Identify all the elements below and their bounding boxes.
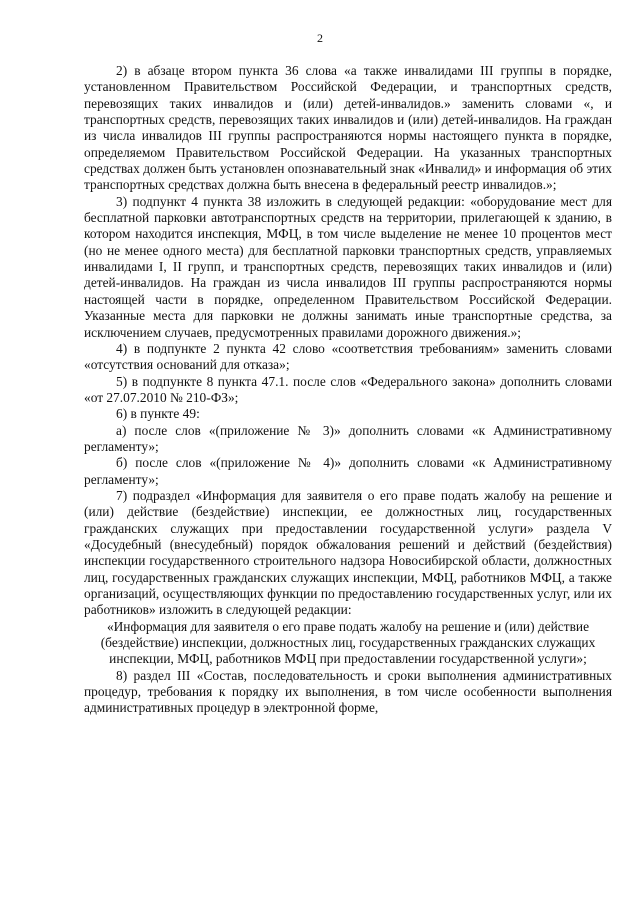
paragraph-item-4: 4) в подпункте 2 пункта 42 слово «соответствия требованиям» заменить словами «отсутствия оснований для отказа»; bbox=[84, 340, 612, 373]
paragraph-item-7: 7) подраздел «Информация для заявителя о его праве подать жалобу на решение и (или) действие (бездействие) инспекции, ее должностных лиц, государственных гражданских служащих при предоставлении государственной услуги» раздела V «Досудебный (внесудебный) порядок обжалования решений и действий (бездействия) инспекции государственного строительного надзора Новосибирской области, должностных лиц, государственных гражданских служащих инспекции, МФЦ, работников МФЦ, а также организаций, осуществляющих функции по предоставлению государственных услуг, или их работников» изложить в следующей редакции: bbox=[84, 487, 612, 618]
page-number: 2 bbox=[317, 31, 323, 45]
paragraph-item-3: 3) подпункт 4 пункта 38 изложить в следующей редакции: «оборудование мест для бесплатной парковки автотранспортных средств на территории, прилегающей к зданию, в котором находится инспекция, МФЦ, в том числе выделение не менее 10 процентов мест (но не менее одного места) для бесплатной парковки транспортных средств, управляемых инвалидами I, II групп, и транспортных средств, перевозящих таких инвалидов и (или) детей-инвалидов. На граждан из числа инвалидов III группы распространяются нормы настоящей части в порядке, определенном Правительством Российской Федерации. Указанные места для парковки не должны занимать иные транспортные средства, за исключением случаев, предусмотренных правилами дорожного движения.»; bbox=[84, 193, 612, 340]
paragraph-item-6: 6) в пункте 49: bbox=[116, 406, 200, 422]
paragraph-subitem-a: а) после слов «(приложение № 3)» дополнить словами «к Административному регламенту»; bbox=[84, 422, 612, 454]
paragraph-item-8: 8) раздел III «Состав, последовательность и сроки выполнения административных процедур, требования к порядку их выполнения, в том числе особенности выполнения административных процедур в электронной форме, bbox=[84, 667, 612, 716]
paragraph-item-2: 2) в абзаце втором пункта 36 слова «а также инвалидами III группы в порядке, установленном Правительством Российской Федерации, и транспортных средств, перевозящих таких инвалидов и (или) детей-инвалидов.» заменить словами «, и транспортных средств, перевозящих таких инвалидов и (или) детей-инвалидов. На граждан из числа инвалидов III группы распространяются нормы настоящего пункта в порядке, определяемом Правительством Российской Федерации. На указанных транспортных средствах должен быть установлен опознавательный знак «Инвалид» и информация об этих транспортных средствах должна быть внесена в федеральный реестр инвалидов.»; bbox=[84, 63, 612, 193]
paragraph-subitem-b: б) после слов «(приложение № 4)» дополнить словами «к Административному регламенту»; bbox=[84, 455, 612, 487]
paragraph-item-5: 5) в подпункте 8 пункта 47.1. после слов «Федерального закона» дополнить словами «от 27.07.2010 № 210-ФЗ»; bbox=[84, 373, 612, 405]
new-subsection-title-quote: «Информация для заявителя о его праве подать жалобу на решение и (или) действие (бездействие) инспекции, должностных лиц, государственных гражданских служащих инспекции, МФЦ, работников МФЦ при предоставлении государственной услуги»; bbox=[100, 618, 596, 667]
document-body bbox=[84, 63, 612, 717]
